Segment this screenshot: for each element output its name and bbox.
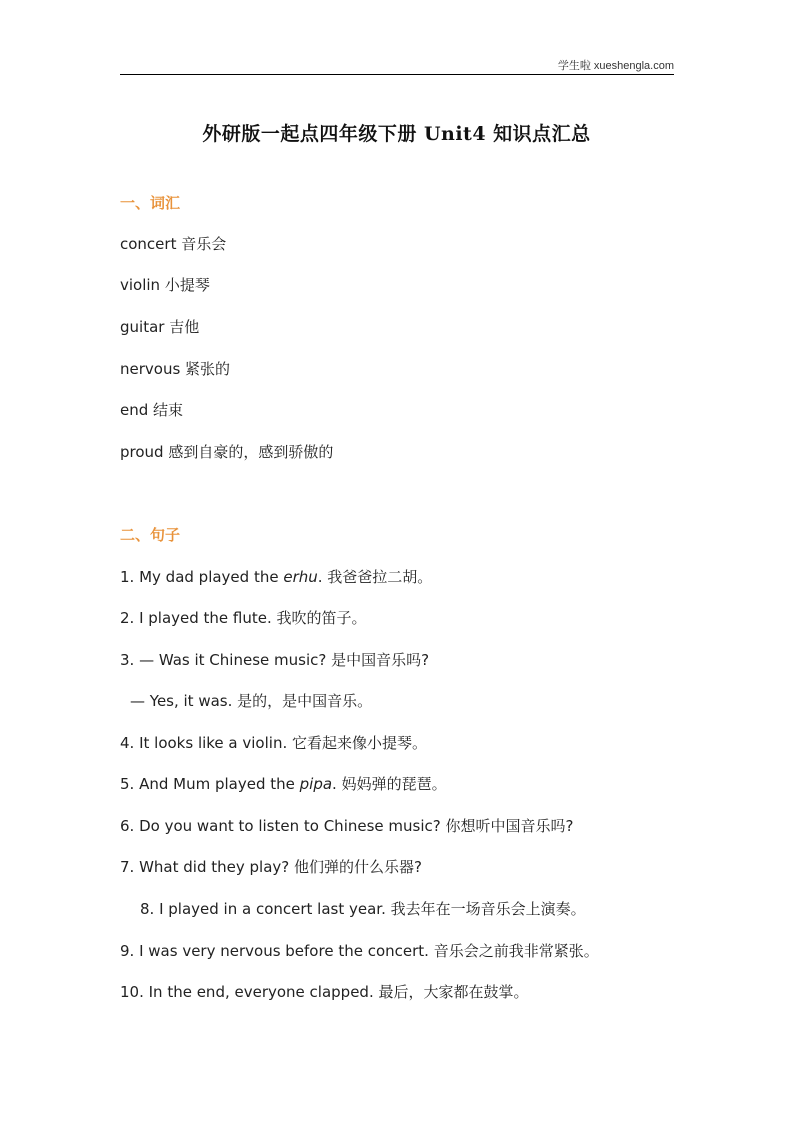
sentence-6: 6. Do you want to listen to Chinese music? 你想听中国音乐吗? — [120, 817, 574, 835]
sentence-2: 2. I played the flute. 我吹的笛子。 — [120, 609, 367, 627]
vocab-item-concert: concert 音乐会 — [120, 235, 227, 253]
vocab-item-nervous: nervous 紧张的 — [120, 360, 231, 378]
sentence-5-translation: . 妈妈弹的琵琶。 — [332, 775, 447, 793]
vocab-item-end: end 结束 — [120, 401, 184, 419]
sentence-1-italic: erhu — [283, 568, 318, 586]
header-divider — [120, 74, 674, 75]
sentence-3-question: 3. — Was it Chinese music? 是中国音乐吗? — [120, 651, 430, 669]
document-title: 外研版一起点四年级下册 Unit4 知识点汇总 — [202, 123, 591, 145]
vocab-item-proud: proud 感到自豪的，感到骄傲的 — [120, 443, 334, 461]
sentence-4: 4. It looks like a violin. 它看起来像小提琴。 — [120, 734, 427, 752]
sentence-1-translation: . 我爸爸拉二胡。 — [317, 568, 433, 586]
sentence-10: 10. In the end, everyone clapped. 最后，大家都在鼓掌。 — [120, 983, 529, 1001]
vocab-item-guitar: guitar 吉他 — [120, 318, 200, 336]
sentence-1-text: 1. My dad played the — [120, 568, 284, 586]
sentence-9: 9. I was very nervous before the concert. 音乐会之前我非常紧张。 — [120, 942, 599, 960]
vocab-section-heading: 一、词汇 — [120, 194, 181, 212]
sentence-section-heading: 二、句子 — [120, 526, 181, 544]
header-site-label: 学生啦 xueshengla.com — [557, 60, 674, 72]
sentence-5-italic: pipa — [299, 775, 333, 793]
sentence-5-text: 5. And Mum played the — [120, 775, 300, 793]
sentence-7: 7. What did they play? 他们弹的什么乐器? — [120, 858, 422, 876]
sentence-5 — [120, 773, 447, 794]
sentence-1 — [120, 566, 432, 587]
sentence-8: 8. I played in a concert last year. 我去年在一场音乐会上演奏。 — [140, 900, 586, 918]
sentence-3-answer: — Yes, it was. 是的，是中国音乐。 — [130, 692, 373, 710]
vocab-item-violin: violin 小提琴 — [120, 276, 210, 294]
